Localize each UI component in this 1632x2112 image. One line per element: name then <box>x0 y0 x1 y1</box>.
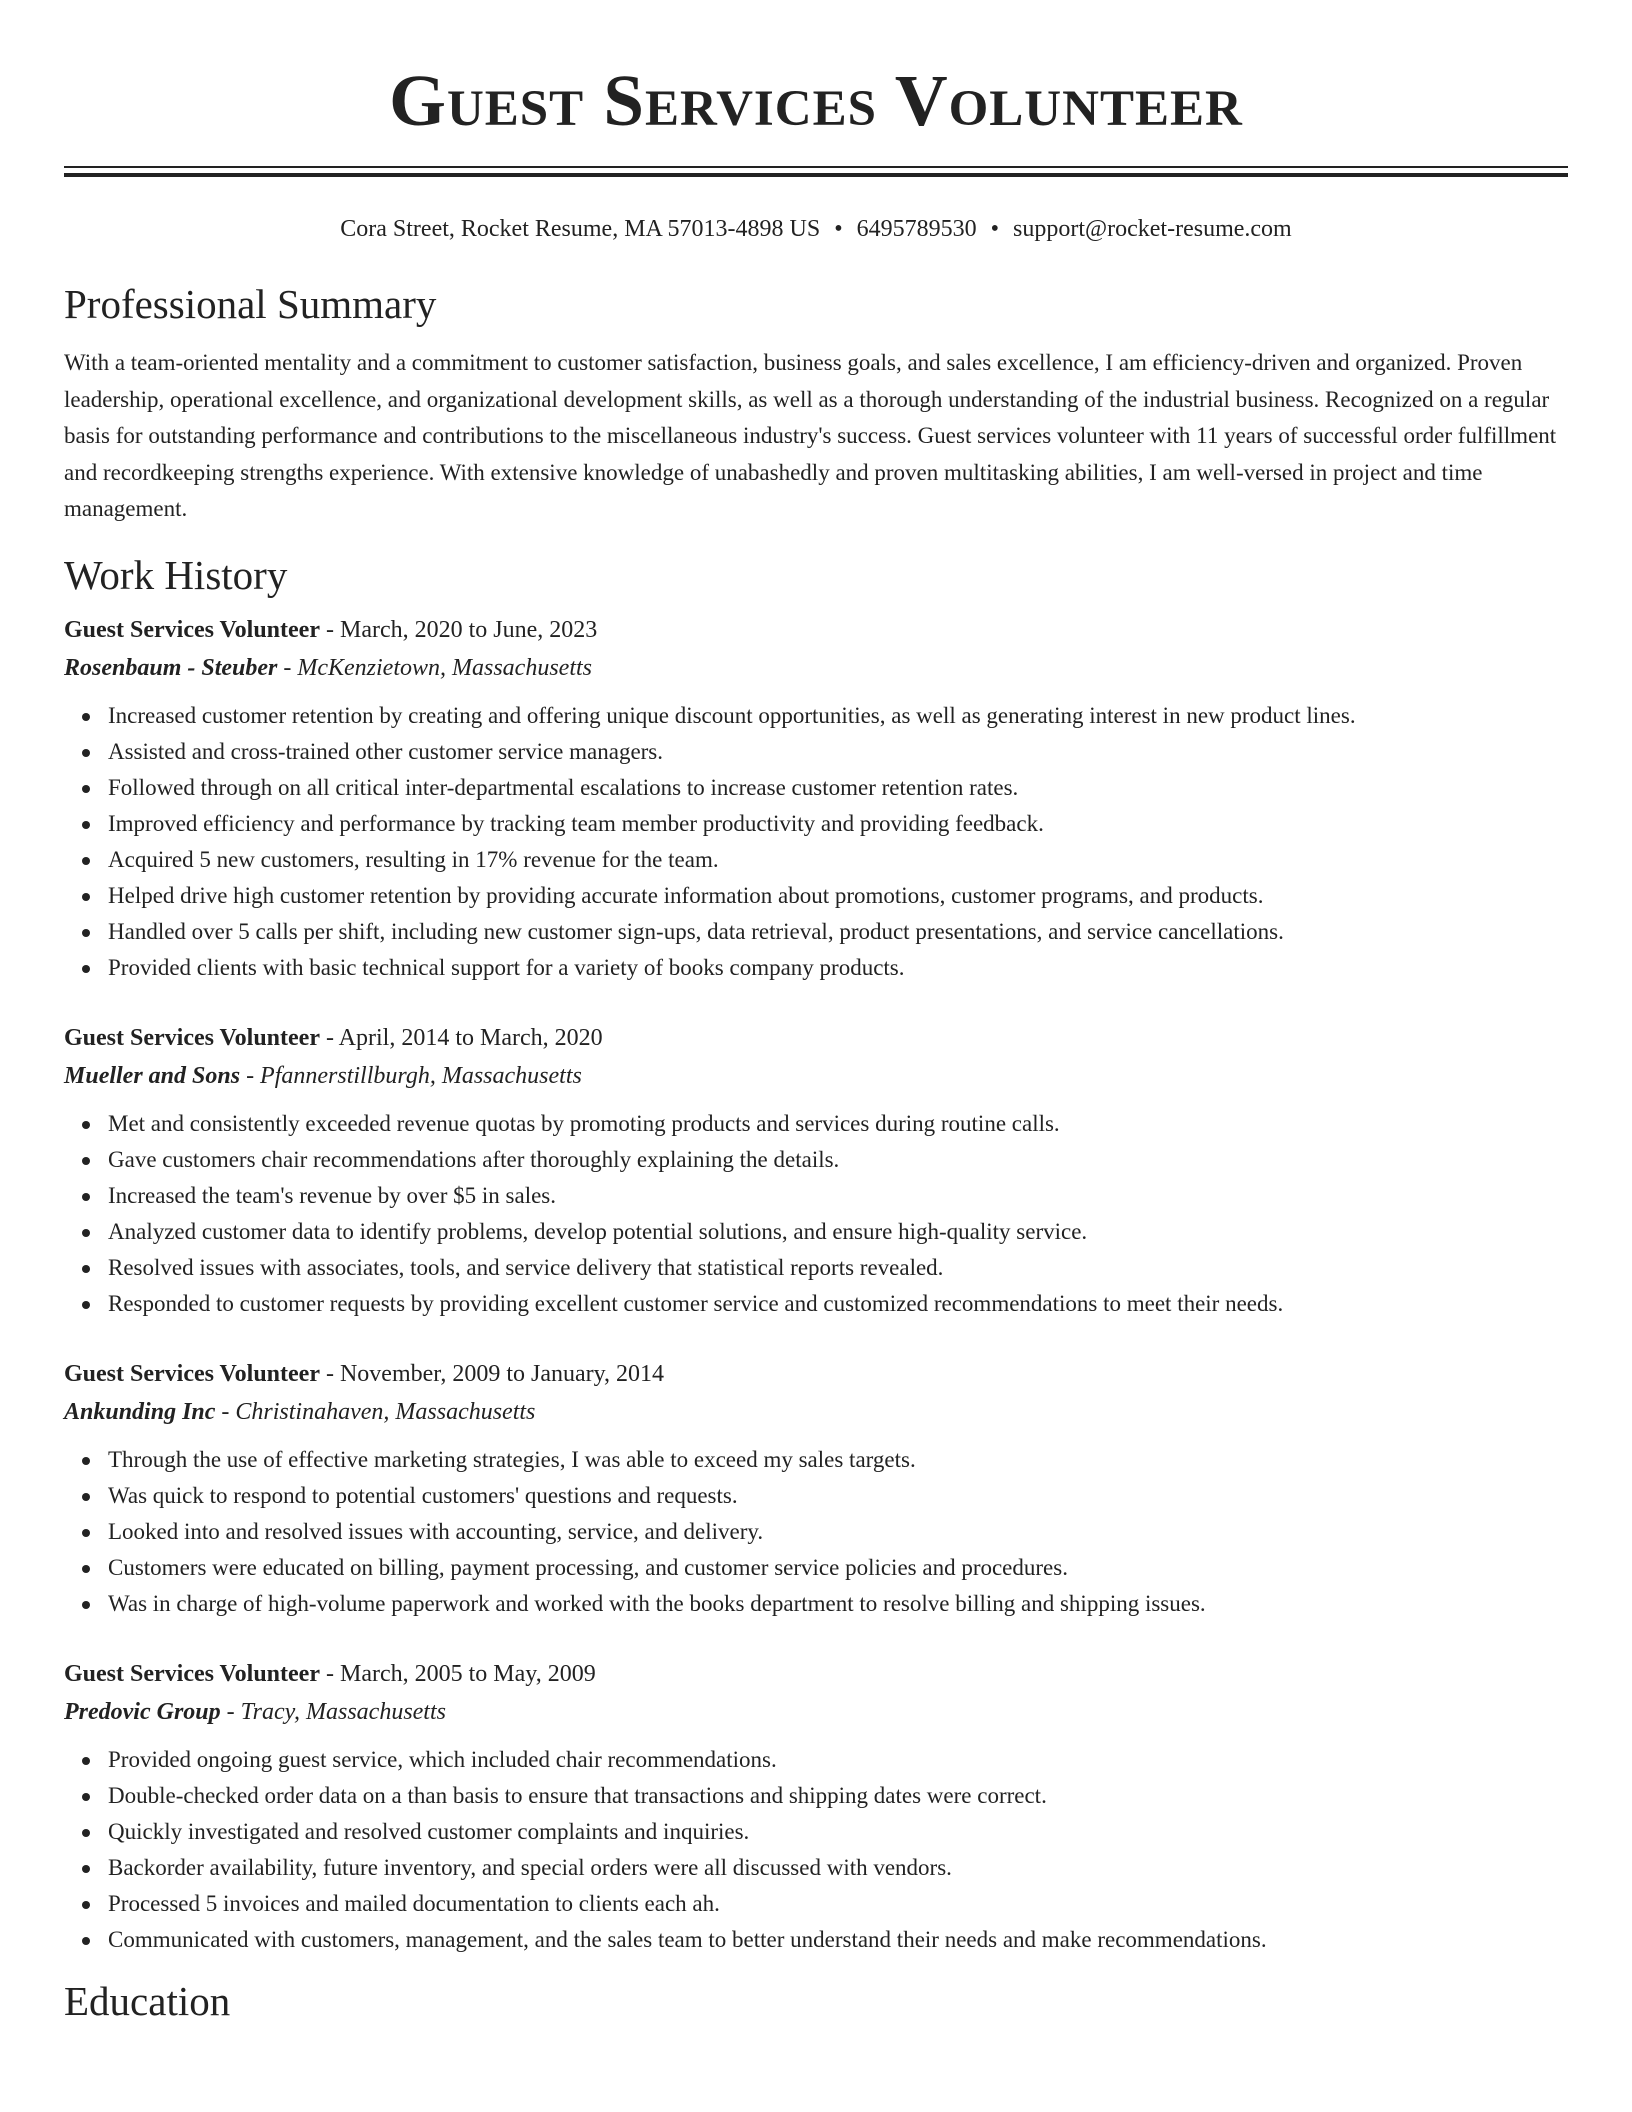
job-bullet: Provided clients with basic technical support for a variety of books company products. <box>108 950 1568 986</box>
job-header <box>64 1656 1568 1692</box>
job-header <box>64 1356 1568 1392</box>
resume-name: Guest Services Volunteer <box>389 60 1243 141</box>
job-bullets <box>64 698 1568 986</box>
job-bullet: Acquired 5 new customers, resulting in 17% revenue for the team. <box>108 842 1568 878</box>
divider-thin-line <box>64 166 1568 168</box>
summary-text: With a team-oriented mentality and a commitment to customer satisfaction, business goals, and sales excellence, I am efficiency-driven and organized. Proven leadership, operational excellence, and organizational development skills, as well as a thorough understanding of the industrial business. Recognized on a regular basis for outstanding performance and contributions to the miscellaneous industry's success. Guest services volunteer with 11 years of successful order fulfillment and recordkeeping strengths experience. With extensive knowledge of unabashedly and proven multitasking abilities, I am well-versed in project and time management. <box>64 350 1557 521</box>
job-location: - Tracy, Massachusetts <box>226 1698 446 1725</box>
job-location: - McKenzietown, Massachusetts <box>283 654 592 681</box>
job-company: Mueller and Sons <box>64 1062 241 1089</box>
job-bullet: Through the use of effective marketing strategies, I was able to exceed my sales targets. <box>108 1442 1568 1478</box>
job-entry <box>64 1656 1568 1958</box>
job-location: - Pfannerstillburgh, Massachusetts <box>246 1062 582 1089</box>
job-company: Rosenbaum - Steuber <box>64 654 278 681</box>
job-bullet: Responded to customer requests by providing excellent customer service and customized recommendations to meet their needs. <box>108 1286 1568 1322</box>
job-dates: - November, 2009 to January, 2014 <box>325 1360 665 1387</box>
contact-phone: 6495789530 <box>856 216 977 242</box>
job-entry <box>64 1020 1568 1322</box>
section-heading-summary: Professional Summary <box>64 281 437 327</box>
job-bullet: Was quick to respond to potential customers' questions and requests. <box>108 1478 1568 1514</box>
job-employer <box>64 1392 1568 1432</box>
job-entry <box>64 612 1568 986</box>
job-bullet: Followed through on all critical inter-departmental escalations to increase customer retention rates. <box>108 770 1568 806</box>
job-bullet: Communicated with customers, management, and the sales team to better understand their needs and make recommendations. <box>108 1922 1568 1958</box>
contact-address: Cora Street, Rocket Resume, MA 57013-4898 US <box>340 216 821 242</box>
job-bullets <box>64 1442 1568 1622</box>
job-bullet: Increased the team's revenue by over $5 in sales. <box>108 1178 1568 1214</box>
job-header <box>64 612 1568 648</box>
divider-thick-line <box>64 173 1568 177</box>
job-bullet: Assisted and cross-trained other customer service managers. <box>108 734 1568 770</box>
job-title: Guest Services Volunteer <box>64 1660 320 1687</box>
job-employer <box>64 648 1568 688</box>
job-title: Guest Services Volunteer <box>64 1024 320 1051</box>
job-bullet: Met and consistently exceeded revenue quotas by promoting products and services during routine calls. <box>108 1106 1568 1142</box>
job-bullet: Improved efficiency and performance by tracking team member productivity and providing feedback. <box>108 806 1568 842</box>
job-bullet: Analyzed customer data to identify problems, develop potential solutions, and ensure high-quality service. <box>108 1214 1568 1250</box>
job-bullet: Increased customer retention by creating and offering unique discount opportunities, as well as generating interest in new product lines. <box>108 698 1568 734</box>
job-bullet: Processed 5 invoices and mailed documentation to clients each ah. <box>108 1886 1568 1922</box>
job-bullet: Resolved issues with associates, tools, and service delivery that statistical reports revealed. <box>108 1250 1568 1286</box>
job-bullet: Quickly investigated and resolved customer complaints and inquiries. <box>108 1814 1568 1850</box>
contact-line <box>64 213 1568 245</box>
header-divider <box>64 166 1568 178</box>
job-title: Guest Services Volunteer <box>64 1360 320 1387</box>
job-dates: - March, 2005 to May, 2009 <box>325 1660 596 1687</box>
contact-separator: • <box>834 216 843 242</box>
job-bullet: Provided ongoing guest service, which included chair recommendations. <box>108 1742 1568 1778</box>
job-bullet: Backorder availability, future inventory, and special orders were all discussed with vendors. <box>108 1850 1568 1886</box>
job-entry <box>64 1356 1568 1622</box>
job-location: - Christinahaven, Massachusetts <box>221 1398 536 1425</box>
job-employer <box>64 1056 1568 1096</box>
job-bullet: Handled over 5 calls per shift, including new customer sign-ups, data retrieval, product presentations, and service cancellations. <box>108 914 1568 950</box>
job-dates: - March, 2020 to June, 2023 <box>325 616 598 643</box>
job-bullets <box>64 1742 1568 1958</box>
contact-email: support@rocket-resume.com <box>1013 216 1292 242</box>
job-bullet: Gave customers chair recommendations after thoroughly explaining the details. <box>108 1142 1568 1178</box>
job-bullet: Double-checked order data on a than basis to ensure that transactions and shipping dates were correct. <box>108 1778 1568 1814</box>
contact-separator: • <box>990 216 1000 242</box>
job-employer <box>64 1692 1568 1732</box>
job-bullet: Customers were educated on billing, payment processing, and customer service policies and procedures. <box>108 1550 1568 1586</box>
job-dates: - April, 2014 to March, 2020 <box>325 1024 603 1051</box>
job-header <box>64 1020 1568 1056</box>
job-bullets <box>64 1106 1568 1322</box>
section-heading-work-history: Work History <box>64 551 288 598</box>
job-company: Predovic Group <box>64 1698 221 1725</box>
job-bullet: Looked into and resolved issues with accounting, service, and delivery. <box>108 1514 1568 1550</box>
job-bullet: Helped drive high customer retention by providing accurate information about promotions, customer programs, and products. <box>108 878 1568 914</box>
section-heading-education: Education <box>64 1977 231 2024</box>
job-title: Guest Services Volunteer <box>64 616 320 643</box>
job-bullet: Was in charge of high-volume paperwork and worked with the books department to resolve billing and shipping issues. <box>108 1586 1568 1622</box>
job-company: Ankunding Inc <box>64 1398 216 1425</box>
